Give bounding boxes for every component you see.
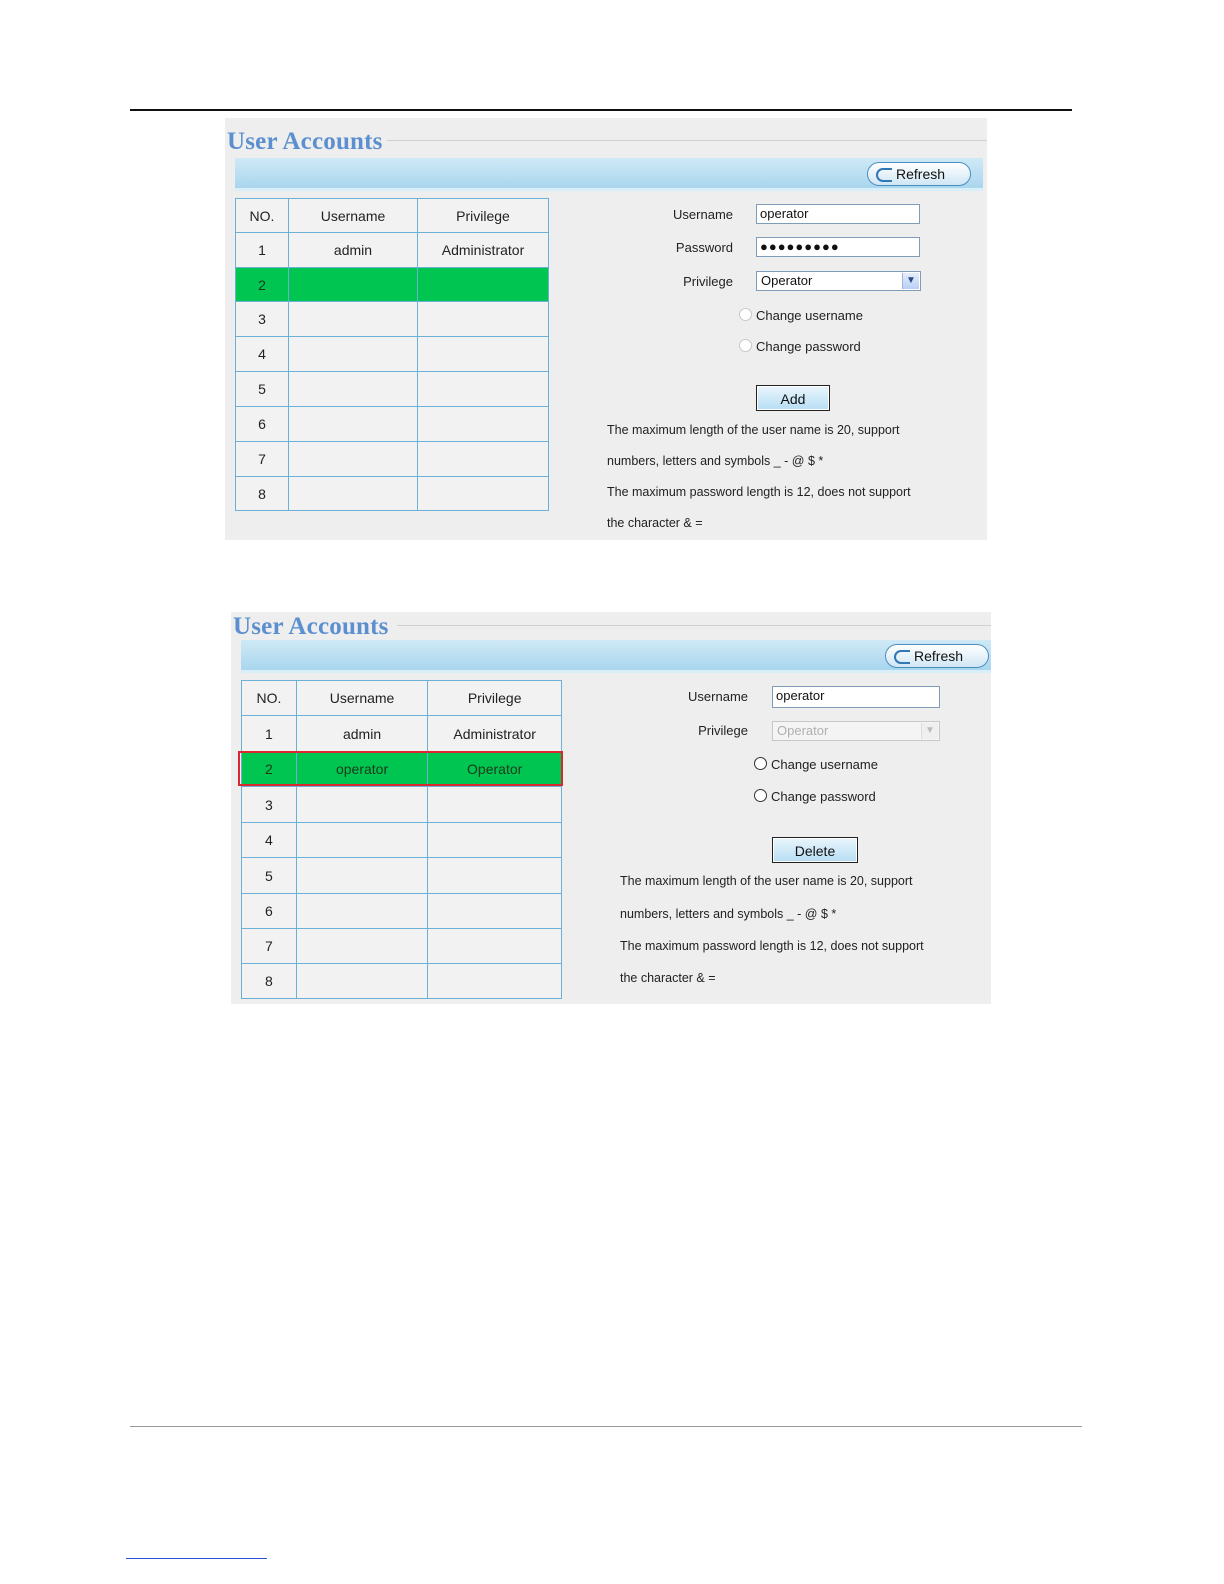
panel-title: User Accounts: [233, 613, 389, 640]
refresh-label: Refresh: [914, 648, 964, 664]
cell-username: [296, 894, 428, 929]
page-header-rule: [130, 109, 1072, 111]
cell-privilege: Operator: [428, 752, 562, 787]
note-password-length: The maximum password length is 12, does not support: [607, 485, 911, 499]
cell-no: 3: [236, 302, 289, 337]
change-username-label: Change username: [771, 757, 878, 772]
cell-username: [289, 302, 418, 337]
privilege-select-value: Operator: [777, 723, 829, 738]
cell-privilege: [418, 302, 549, 337]
accounts-table: [235, 198, 549, 511]
toolbar: [235, 158, 983, 191]
cell-no: 3: [242, 787, 297, 823]
username-label: Username: [688, 689, 748, 704]
cell-username: [296, 929, 428, 964]
table-row[interactable]: [242, 858, 562, 894]
table-row[interactable]: [236, 337, 549, 372]
change-password-option[interactable]: [739, 339, 861, 354]
username-field[interactable]: operator: [772, 686, 940, 708]
note-password-chars: the character & =: [607, 516, 703, 530]
cell-privilege: [418, 268, 549, 302]
cell-username: admin: [296, 716, 428, 752]
cell-username: [289, 442, 418, 477]
refresh-icon: [876, 168, 892, 182]
cell-no: 8: [236, 477, 289, 511]
note-username-length: The maximum length of the user name is 20, support: [620, 874, 913, 888]
page-footer-rule: [130, 1426, 1082, 1427]
change-password-label: Change password: [771, 789, 876, 804]
note-password-length: The maximum password length is 12, does not support: [620, 939, 924, 953]
cell-username: [296, 823, 428, 858]
title-divider: [387, 140, 987, 141]
cell-no: 7: [236, 442, 289, 477]
cell-privilege: [418, 477, 549, 511]
change-password-label: Change password: [756, 339, 861, 354]
table-header-row: [242, 681, 562, 716]
chevron-down-icon: ▼: [921, 723, 938, 739]
change-username-label: Change username: [756, 308, 863, 323]
column-header-username: Username: [296, 681, 428, 716]
delete-button[interactable]: Delete: [772, 837, 858, 863]
table-row[interactable]: [242, 716, 562, 752]
table-header-row: [236, 199, 549, 233]
cell-privilege: Administrator: [428, 716, 562, 752]
table-row[interactable]: [236, 302, 549, 337]
cell-no: 7: [242, 929, 297, 964]
change-password-radio[interactable]: [739, 339, 752, 352]
username-label: Username: [673, 207, 733, 222]
refresh-icon: [894, 650, 910, 664]
cell-privilege: [418, 337, 549, 372]
cell-no: 2: [242, 752, 297, 787]
privilege-label: Privilege: [698, 723, 748, 738]
privilege-select: [772, 721, 940, 741]
table-row[interactable]: [236, 233, 549, 268]
table-row[interactable]: [242, 787, 562, 823]
privilege-select-value: Operator: [761, 273, 813, 288]
cell-privilege: [428, 929, 562, 964]
table-row-selected[interactable]: [236, 268, 549, 302]
note-username-chars: numbers, letters and symbols _ - @ $ *: [607, 454, 824, 468]
cell-username: [289, 337, 418, 372]
cell-no: 1: [242, 716, 297, 752]
note-username-chars: numbers, letters and symbols _ - @ $ *: [620, 907, 837, 921]
username-field[interactable]: operator: [756, 204, 920, 224]
add-button[interactable]: Add: [756, 385, 830, 411]
cell-privilege: [428, 964, 562, 999]
column-header-no: NO.: [236, 199, 289, 233]
cell-no: 1: [236, 233, 289, 268]
table-row[interactable]: [236, 372, 549, 407]
cell-username: [289, 407, 418, 442]
table-row[interactable]: [236, 442, 549, 477]
cell-no: 4: [236, 337, 289, 372]
table-row-selected[interactable]: [242, 752, 562, 787]
cell-privilege: [428, 894, 562, 929]
cell-no: 6: [236, 407, 289, 442]
cell-username: operator: [296, 752, 428, 787]
refresh-button[interactable]: [867, 162, 971, 186]
column-header-privilege: Privilege: [428, 681, 562, 716]
cell-username: [296, 964, 428, 999]
change-password-option[interactable]: [754, 789, 876, 804]
note-password-chars: the character & =: [620, 971, 716, 985]
cell-no: 5: [236, 372, 289, 407]
change-password-radio[interactable]: [754, 789, 767, 802]
table-row[interactable]: [242, 964, 562, 999]
cell-privilege: Administrator: [418, 233, 549, 268]
cell-no: 5: [242, 858, 297, 894]
column-header-privilege: Privilege: [418, 199, 549, 233]
cell-no: 6: [242, 894, 297, 929]
cell-privilege: [428, 823, 562, 858]
change-username-radio[interactable]: [754, 757, 767, 770]
chevron-down-icon: ▼: [902, 273, 919, 289]
cell-privilege: [418, 407, 549, 442]
footer-link-underline[interactable]: [126, 1558, 267, 1559]
table-row[interactable]: [236, 477, 549, 511]
privilege-label: Privilege: [683, 274, 733, 289]
cell-username: admin: [289, 233, 418, 268]
cell-no: 4: [242, 823, 297, 858]
toolbar: [241, 640, 991, 673]
table-row[interactable]: [242, 823, 562, 858]
table-row[interactable]: [236, 407, 549, 442]
cell-username: [296, 858, 428, 894]
title-divider: [397, 625, 991, 626]
cell-username: [289, 268, 418, 302]
change-username-radio[interactable]: [739, 308, 752, 321]
column-header-no: NO.: [242, 681, 297, 716]
refresh-button[interactable]: [885, 644, 989, 668]
refresh-label: Refresh: [896, 166, 946, 182]
password-field[interactable]: ●●●●●●●●●: [756, 237, 920, 257]
cell-privilege: [428, 858, 562, 894]
cell-username: [296, 787, 428, 823]
cell-username: [289, 477, 418, 511]
panel-title: User Accounts: [227, 128, 383, 155]
cell-no: 8: [242, 964, 297, 999]
user-accounts-panel-add: [225, 118, 987, 540]
cell-privilege: [418, 442, 549, 477]
user-accounts-panel-delete: [231, 612, 991, 1004]
change-username-option[interactable]: [739, 308, 863, 323]
table-row[interactable]: [242, 929, 562, 964]
cell-username: [289, 372, 418, 407]
cell-privilege: [418, 372, 549, 407]
password-label: Password: [675, 240, 733, 255]
cell-no: 2: [236, 268, 289, 302]
privilege-select[interactable]: [756, 271, 921, 291]
cell-privilege: [428, 787, 562, 823]
note-username-length: The maximum length of the user name is 20, support: [607, 423, 900, 437]
change-username-option[interactable]: [754, 757, 878, 772]
column-header-username: Username: [289, 199, 418, 233]
table-row[interactable]: [242, 894, 562, 929]
accounts-table: [241, 680, 562, 999]
